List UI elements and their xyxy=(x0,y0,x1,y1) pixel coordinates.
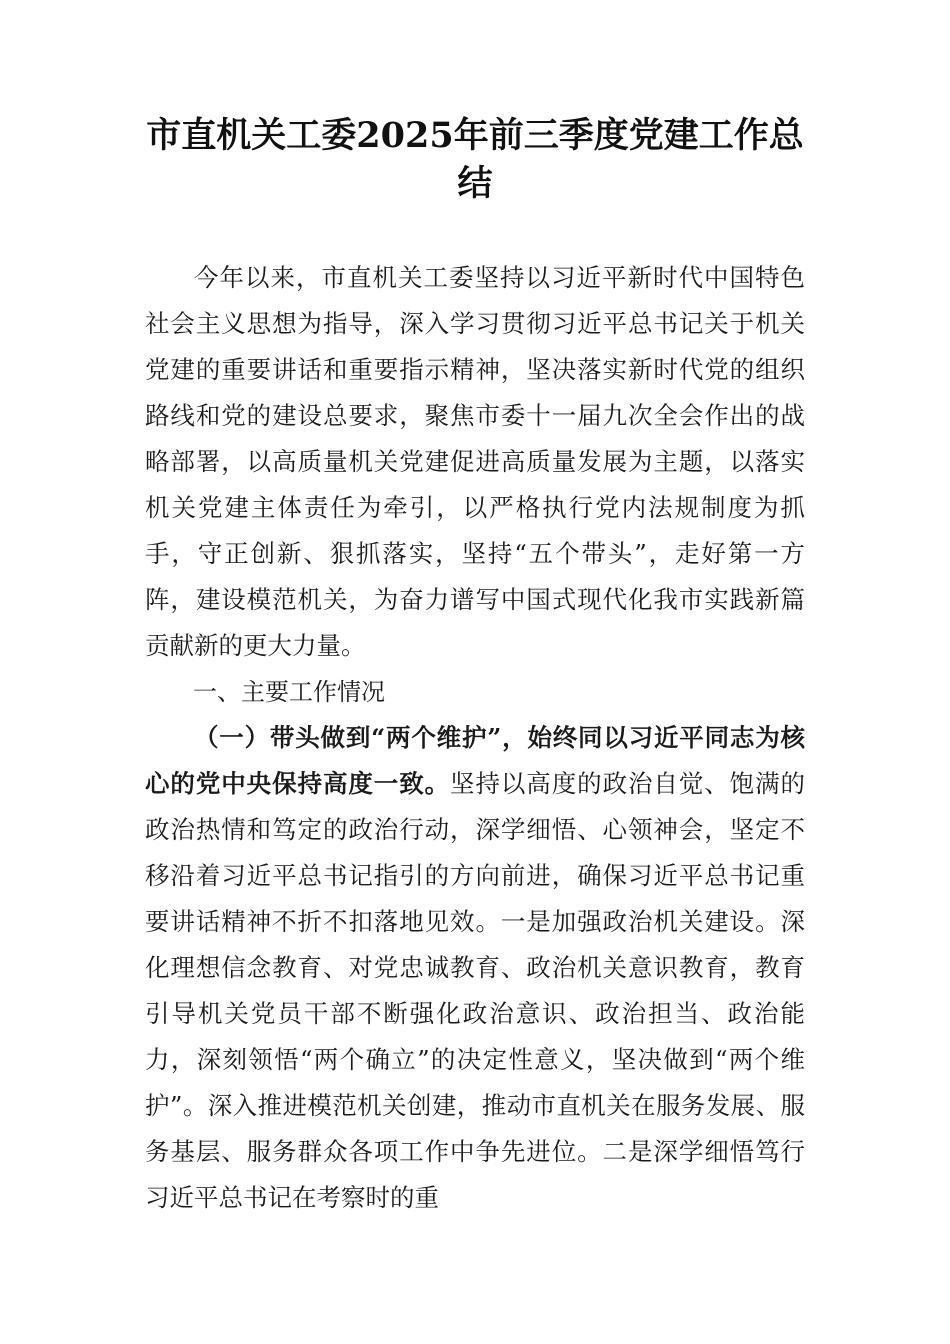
section-heading: 一、主要工作情况 xyxy=(193,678,385,706)
subsection-body: 坚持以高度的政治自觉、饱满的政治热情和笃定的政治行动，深学细悟、心领神会，坚定不移沿着习近平总书记指引的方向前进，确保习近平总书记重要讲话精神不折不扣落地见效。一是加强政治机关建设。深化理想信念教育、对党忠诚教育、政治机关意识教育，教育引导机关党员干部不断强化政治意识、政治担当、政治能力，深刻领悟“两个确立”的决定性意义，坚决做到“两个维护”。深入推进模范机关创建，推动市直机关在服务发展、服务基层、服务群众各项工作中争先进位。二是深学细悟笃行习近平总书记在考察时的重 xyxy=(145,769,806,1212)
intro-paragraph: 今年以来，市直机关工委坚持以习近平新时代中国特色社会主义思想为指导，深入学习贯彻习近平总书记关于机关党建的重要讲话和重要指示精神，坚决落实新时代党的组织路线和党的建设总要求，聚焦市委十一届九次全会作出的战略部署，以高质量机关党建促进高质量发展为主题，以落实机关党建主体责任为牵引，以严格执行党内法规制度为抓手，守正创新、狠抓落实，坚持“五个带头”，走好第一方阵，建设模范机关，为奋力谱写中国式现代化我市实践新篇贡献新的更大力量。 xyxy=(145,263,805,660)
subsection-paragraph xyxy=(145,715,805,1221)
document-title: 市直机关工委2025年前三季度党建工作总结 xyxy=(146,115,804,204)
subsection-lead: （一）带头做到“两个维护”，始终同以习近平同志为核心的党中央保持高度一致。 xyxy=(145,723,805,798)
document-body xyxy=(145,255,805,1221)
